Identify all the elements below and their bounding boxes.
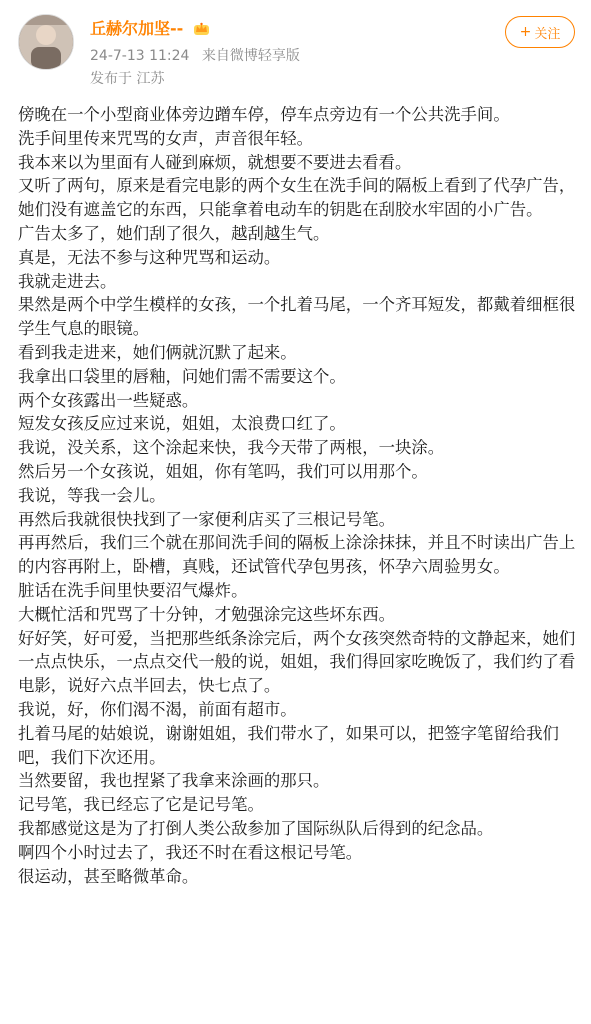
post-paragraph: 傍晚在一个小型商业体旁边蹭车停，停车点旁边有一个公共洗手间。 (18, 105, 510, 124)
post-timestamp: 24-7-13 11:24 (90, 48, 190, 64)
post-location: 发布于 江苏 (90, 71, 165, 87)
post-body (18, 103, 578, 888)
avatar[interactable] (18, 14, 74, 70)
post-paragraph: 扎着马尾的姑娘说，谢谢姐姐，我们带水了，如果可以，把签字笔留给我们吧，我们下次还用。 (18, 723, 559, 767)
post-paragraph: 我本来以为里面有人碰到麻烦，就想要不要进去看看。 (18, 152, 412, 172)
post-paragraph: 又听了两句，原来是看完电影的两个女生在洗手间的隔板上看到了代孕广告，她们没有遮盖它的东西，只能拿着电动车的钥匙在刮胶水牢固的小广告。 (18, 176, 576, 220)
post-source: 来自微博轻享版 (201, 48, 300, 64)
post-meta (90, 45, 308, 65)
post-paragraph: 我都感觉这是为了打倒人类公敌参加了国际纵队后得到的纪念品。 (18, 818, 494, 838)
author-name[interactable] (90, 16, 210, 39)
post-paragraph: 短发女孩反应过来说，姐姐，太浪费口红了。 (18, 414, 346, 434)
post-paragraph: 再然后我就很快找到了一家便利店买了三根记号笔。 (18, 509, 395, 529)
crown-badge-icon (193, 21, 210, 36)
follow-label: 关注 (534, 26, 561, 42)
post-paragraph: 我说，好，你们渴不渴，前面有超市。 (18, 699, 297, 719)
post-paragraph: 果然是两个中学生模样的女孩，一个扎着马尾，一个齐耳短发，都戴着细框很学生气息的眼镜。 (18, 295, 576, 339)
post-paragraph: 啊四个小时过去了，我还不时在看这根记号笔。 (18, 842, 363, 862)
post-paragraph: 记号笔，我已经忘了它是记号笔。 (18, 795, 264, 815)
post-paragraph: 广告太多了，她们刮了很久，越刮越生气。 (18, 223, 330, 243)
post-paragraph: 我就走进去。 (18, 271, 117, 291)
post-paragraph: 很运动，甚至略微革命。 (18, 866, 199, 886)
post-paragraph: 两个女孩露出一些疑惑。 (18, 390, 199, 410)
post-paragraph: 然后另一个女孩说，姐姐，你有笔吗，我们可以用那个。 (18, 461, 428, 481)
plus-icon: + (519, 24, 532, 40)
post-paragraph: 我拿出口袋里的唇釉，问她们需不需要这个。 (18, 366, 346, 386)
post-paragraph: 我说，等我一会儿。 (18, 485, 166, 505)
post-paragraph: 真是，无法不参与这种咒骂和运动。 (18, 247, 281, 267)
post-paragraph: 看到我走进来，她们俩就沉默了起来。 (18, 342, 297, 362)
post-paragraph: 当然要留，我也捏紧了我拿来涂画的那只。 (18, 771, 330, 791)
post-paragraph: 再再然后，我们三个就在那间洗手间的隔板上涂涂抹抹，并且不时读出广告上的内容再附上，卧槽，真贱，还试管代孕包男孩，怀孕六周验男女。 (18, 533, 576, 577)
follow-button[interactable] (505, 16, 575, 48)
post-header (0, 0, 591, 100)
avatar-image (19, 15, 73, 69)
author-name-text[interactable]: 丘赫尔加坚-- (90, 19, 184, 38)
post-paragraph: 我说，没关系，这个涂起来快，我今天带了两根，一块涂。 (18, 438, 445, 458)
post-paragraph: 好好笑，好可爱，当把那些纸条涂完后，两个女孩突然奇特的文静起来，她们一点点快乐，一点点交代一般的说，姐姐，我们得回家吃晚饭了，我们约了看电影，说好六点半回去，快七点了。 (18, 628, 576, 696)
post-paragraph: 洗手间里传来咒骂的女声，声音很年轻。 (18, 128, 314, 148)
post-paragraph: 脏话在洗手间里快要沼气爆炸。 (18, 580, 248, 600)
post-paragraph: 大概忙活和咒骂了十分钟，才勉强涂完这些坏东西。 (18, 604, 395, 624)
